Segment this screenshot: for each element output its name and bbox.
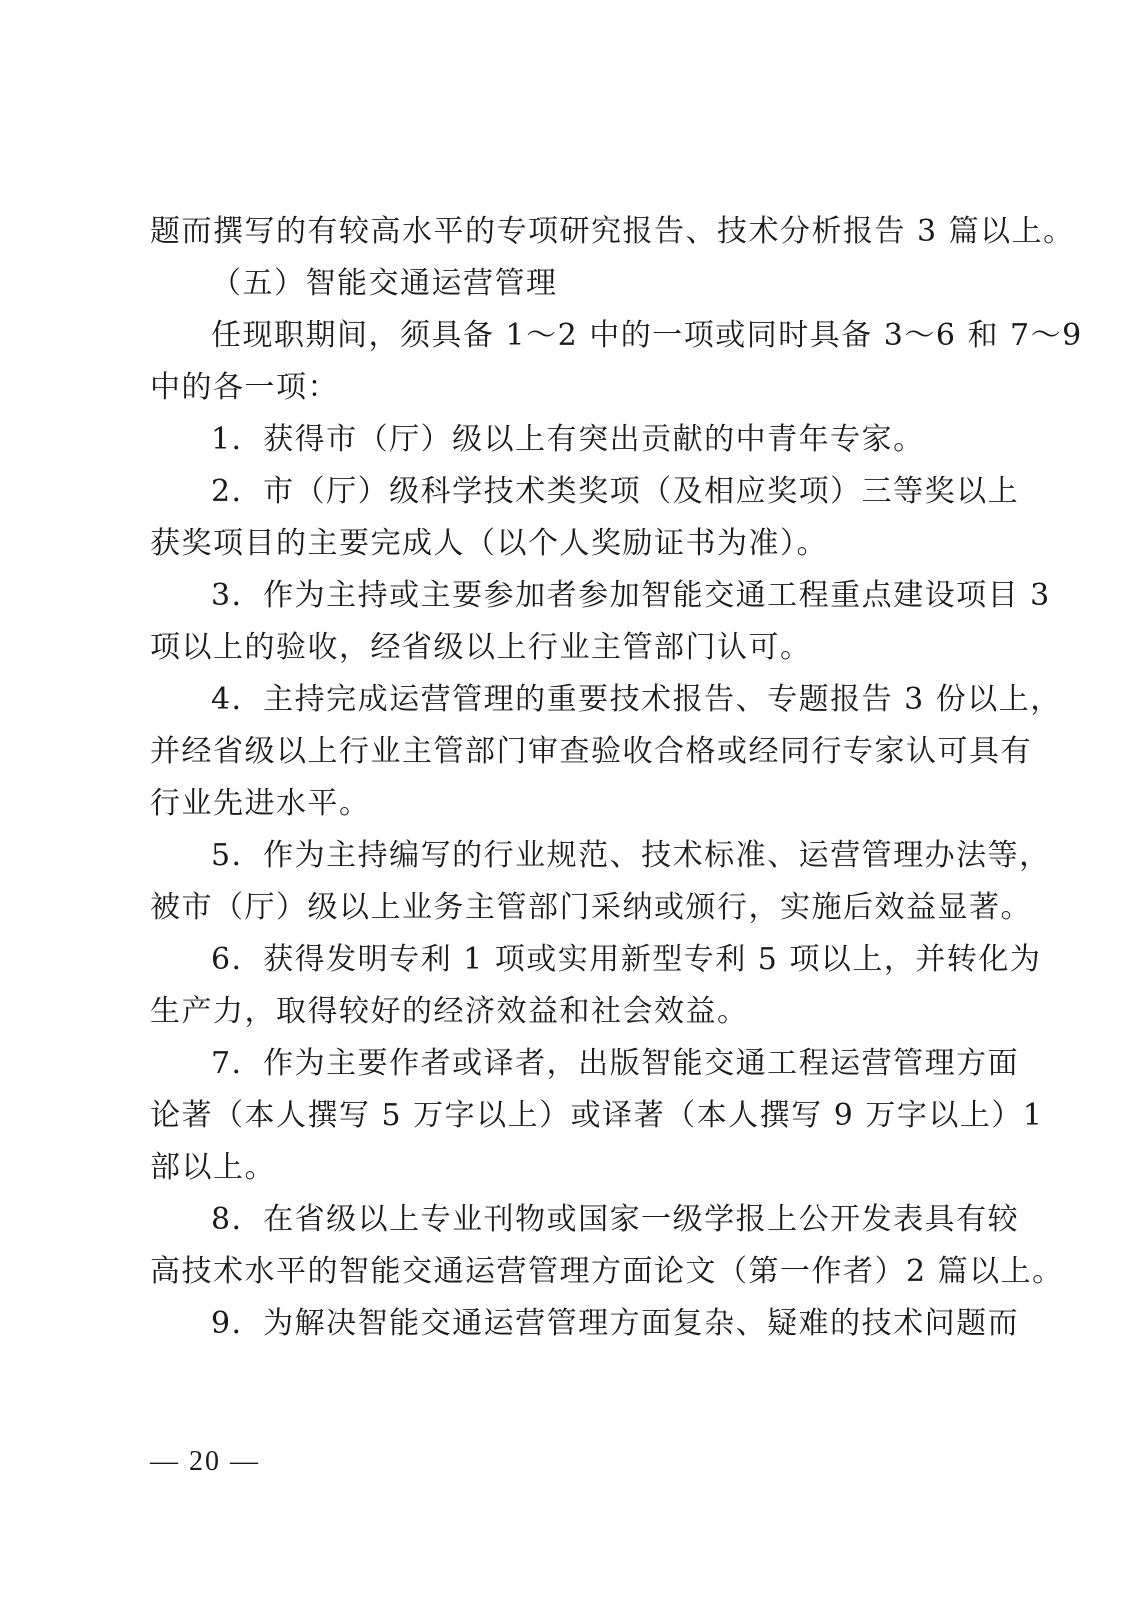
paragraph: [150, 1298, 1020, 1350]
text-line: 论著（本人撰写 5 万字以上）或译著（本人撰写 9 万字以上）1: [150, 1098, 1044, 1133]
text-line: 6．获得发明专利 1 项或实用新型专利 5 项以上，并转化为: [211, 942, 1042, 977]
text-line: 题而撰写的有较高水平的专项研究报告、技术分析报告 3 篇以上。: [150, 214, 1075, 249]
paragraph: [150, 414, 965, 466]
text-line: 高技术水平的智能交通运营管理方面论文（第一作者）2 篇以上。: [150, 1254, 1064, 1289]
page-number: — 20 —: [150, 1446, 260, 1477]
paragraph: [150, 830, 1051, 934]
paragraph: [150, 258, 965, 310]
text-line: 任现职期间，须具备 1～2 中的一项或同时具备 3～6 和 7～9: [211, 318, 1083, 353]
paragraph: [150, 570, 1051, 674]
text-line: 5．作为主持编写的行业规范、技术标准、运营管理办法等，: [211, 838, 1051, 873]
text-line: 4．主持完成运营管理的重要技术报告、专题报告 3 份以上，: [211, 682, 1062, 717]
paragraph: [150, 674, 1062, 830]
paragraph: [150, 1194, 1064, 1298]
text-line: 项以上的验收，经省级以上行业主管部门认可。: [150, 630, 812, 665]
paragraph: [150, 206, 1075, 258]
text-line: 9．为解决智能交通运营管理方面复杂、疑难的技术问题而: [211, 1306, 1020, 1341]
text-line: 8．在省级以上专业刊物或国家一级学报上公开发表具有较: [211, 1202, 1020, 1237]
paragraph: [150, 1038, 1044, 1194]
text-line: （五）智能交通运营管理: [211, 266, 558, 301]
text-line: 2．市（厅）级科学技术类奖项（及相应奖项）三等奖以上: [211, 474, 1020, 509]
body-text: [150, 206, 1083, 1350]
text-line: 并经省级以上行业主管部门审查验收合格或经同行专家认可具有: [150, 734, 1032, 769]
text-line: 被市（厅）级以上业务主管部门采纳或颁行，实施后效益显著。: [150, 890, 1032, 925]
paragraph: [150, 934, 1042, 1038]
text-line: 1．获得市（厅）级以上有突出贡献的中青年专家。: [211, 422, 925, 457]
text-line: 部以上。: [150, 1150, 276, 1185]
paragraph: [150, 310, 1083, 414]
text-line: 生产力，取得较好的经济效益和社会效益。: [150, 994, 749, 1029]
text-line: 获奖项目的主要完成人（以个人奖励证书为准）。: [150, 526, 828, 561]
text-line: 7．作为主要作者或译者，出版智能交通工程运营管理方面: [211, 1046, 1020, 1081]
text-line: 3．作为主持或主要参加者参加智能交通工程重点建设项目 3: [211, 578, 1051, 613]
text-line: 中的各一项：: [150, 370, 339, 405]
text-line: 行业先进水平。: [150, 786, 371, 821]
paragraph: [150, 466, 1020, 570]
